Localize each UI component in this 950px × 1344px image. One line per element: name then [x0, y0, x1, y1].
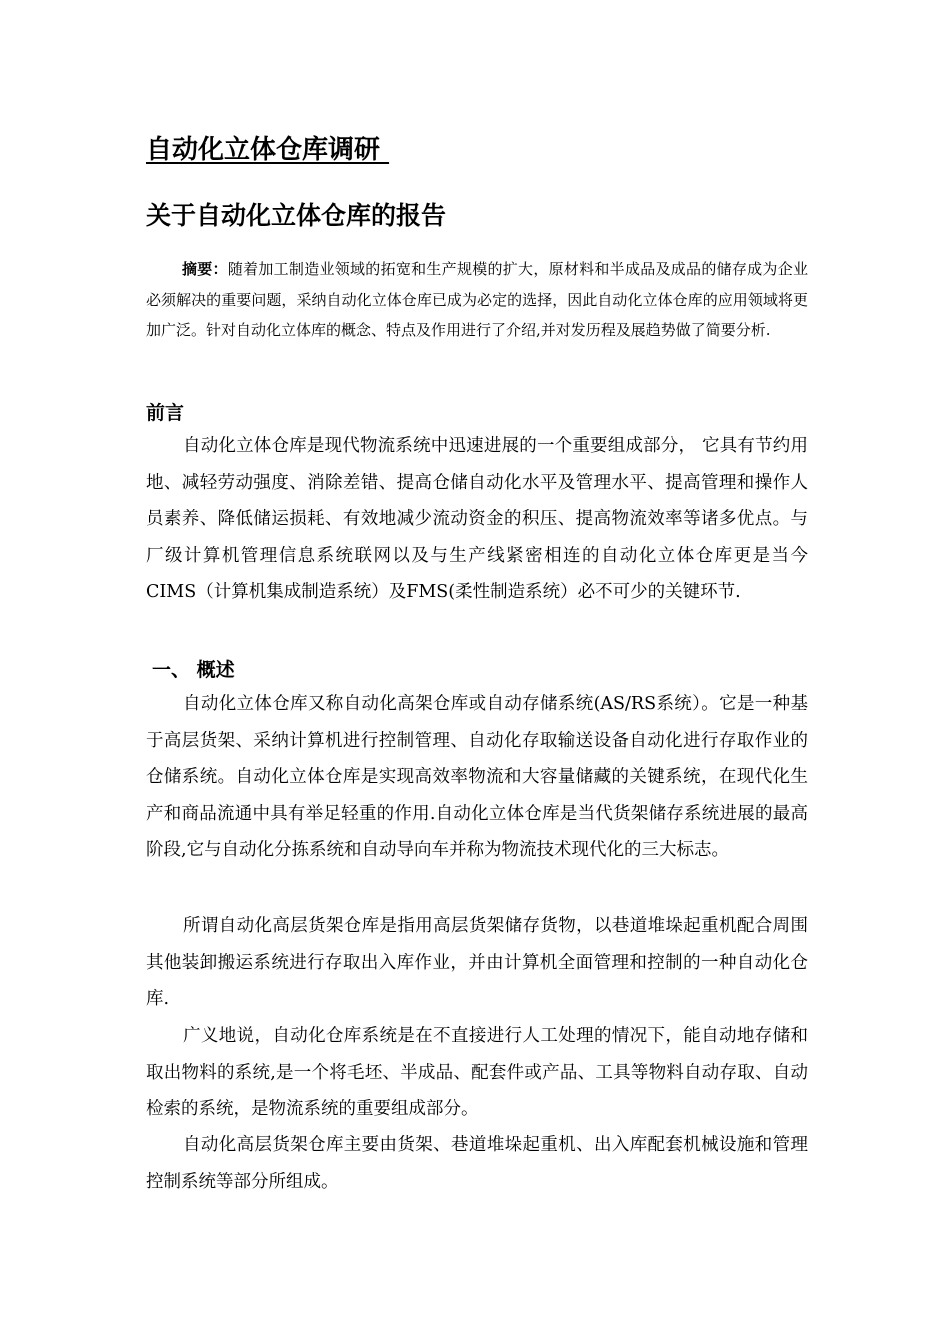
document-title: 自动化立体仓库调研 — [146, 135, 390, 165]
report-title: 关于自动化立体仓库的报告 — [146, 201, 447, 230]
overview-paragraph-1: 自动化立体仓库又称自动化高架仓库或自动存储系统(AS/RS系统）。它是一种基于高层货架、采纳计算机进行控制管理、自动化存取输送设备自动化进行存取作业的仓储系统。自动化立体仓库是实现高效率物流和大容量储藏的关键系统，在现代化生产和商品流通中具有举足轻重的作用.自动化立体仓库是当代货架储存系统进展的最高阶段,它与自动化分拣系统和自动导向车并称为物流技术现代化的三大标志。 — [146, 694, 808, 860]
overview-paragraph-2: 所谓自动化高层货架仓库是指用高层货架储存货物，以巷道堆垛起重机配合周围其他装卸搬运系统进行存取出入库作业，并由计算机全面管理和控制的一种自动化仓库. — [146, 916, 808, 1009]
overview-paragraph-4: 自动化高层货架仓库主要由货架、巷道堆垛起重机、出入库配套机械设施和管理控制系统等部分所组成。 — [146, 1135, 808, 1192]
abstract-label: 摘要： — [182, 260, 228, 278]
preface-paragraph: 自动化立体仓库是现代物流系统中迅速进展的一个重要组成部分， 它具有节约用地、减轻劳动强度、消除差错、提高仓储自动化水平及管理水平、提高管理和操作人员素养、降低储运损耗、有效地减少流动资金的积压、提高物流效率等诸多优点。与厂级计算机管理信息系统联网以及与生产线紧密相连的自动化立体仓库更是当今CIMS（计算机集成制造系统）及FMS(柔性制造系统）必不可少的关键环节. — [146, 436, 808, 602]
abstract-paragraph — [146, 254, 808, 346]
overview-paragraph-3: 广义地说，自动化仓库系统是在不直接进行人工处理的情况下，能自动地存储和取出物料的系统,是一个将毛坯、半成品、配套件或产品、工具等物料自动存取、自动检索的系统，是物流系统的重要组成部分。 — [146, 1026, 808, 1119]
overview-heading: 一、 概述 — [152, 659, 235, 681]
preface-heading: 前言 — [146, 402, 185, 424]
abstract-text: 随着加工制造业领域的拓宽和生产规模的扩大，原材料和半成品及成品的储存成为企业必须解决的重要问题，采纳自动化立体仓库已成为必定的选择，因此自动化立体仓库的应用领域将更加广泛。针对自动化立体库的概念、特点及作用进行了介绍,并对发历程及展趋势做了简要分析. — [146, 260, 808, 339]
